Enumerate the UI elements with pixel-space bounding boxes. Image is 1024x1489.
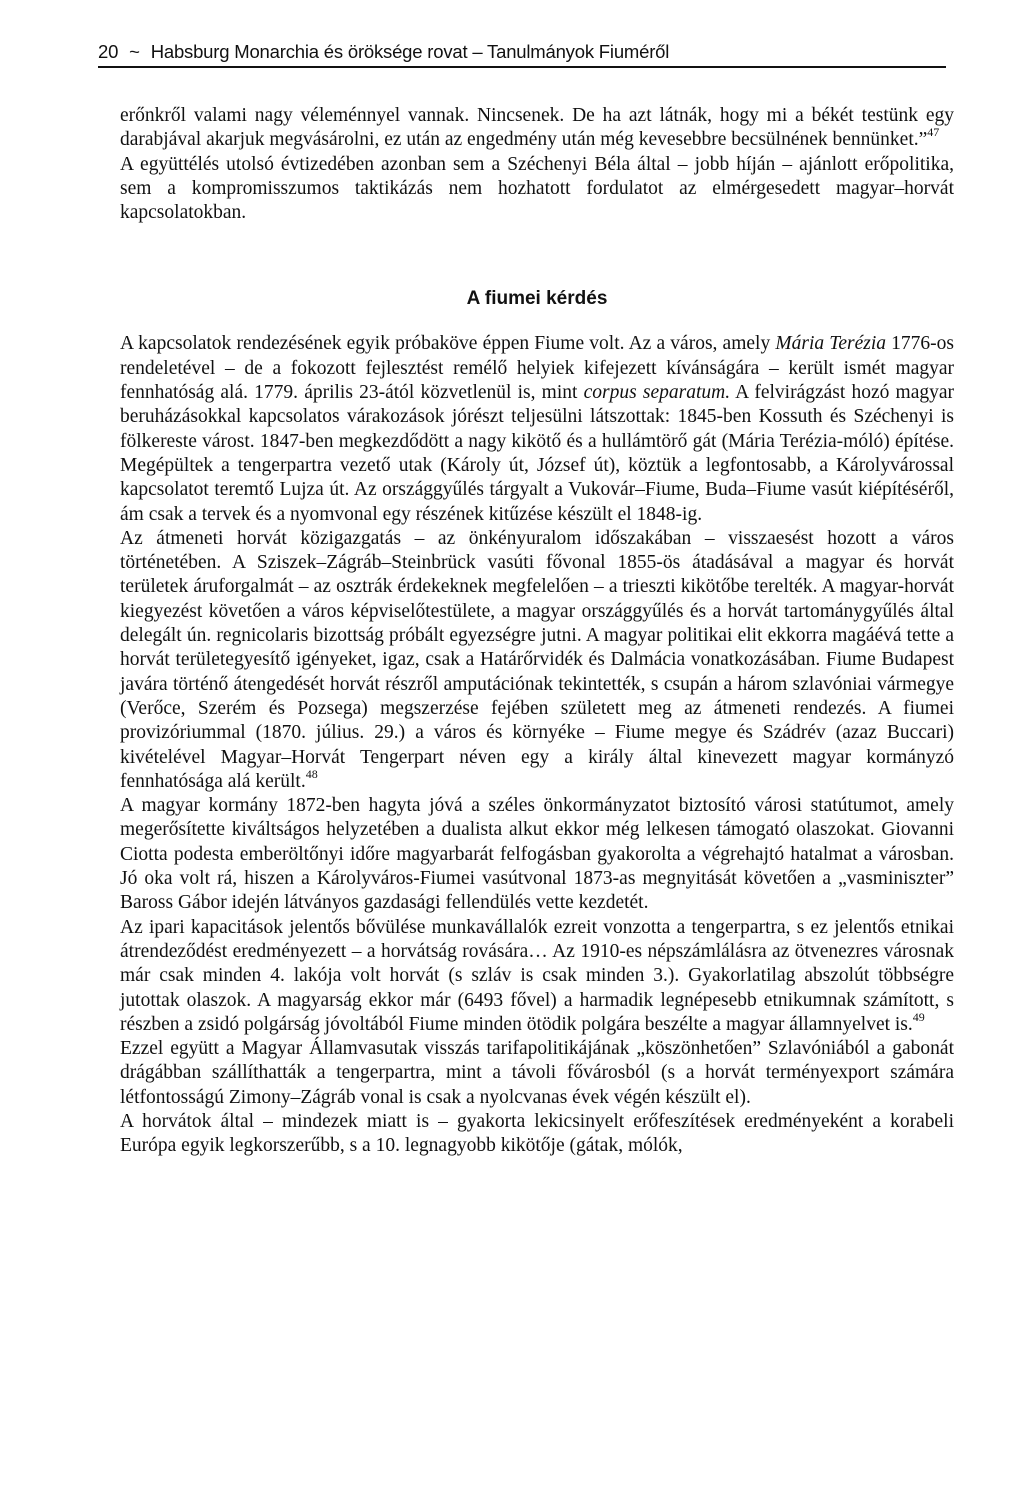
footnote-ref: 48 bbox=[305, 766, 318, 781]
paragraph-text: 1776-os rendeletével – de a fokozott fejlesztést remélő helyiek kifejezett kívánságára – került ismét magyar fennhatóság alá. 1779. április 23-ától közvetlenül is, mint bbox=[120, 333, 954, 404]
footnote-ref: 49 bbox=[912, 1009, 925, 1024]
page-number: 20 bbox=[98, 41, 119, 62]
paragraph-text: Az átmeneti horvát közigazgatás – az önkényuralom időszakában – visszaesést hozott a város történetében. A Sziszek–Zágráb–Steinbrück vasúti fővonal 1855-ös átadásával a magyar és horvát területek áruforgalmát – az osztrák érdekeknek megfelelően – a trieszti kikötőbe terelték. A magyar-horvát kiegyezést követően a város képviselőtestülete, a magyar országgyűlés és a horvát tartománygyűlés által delegált ún. regnicolaris bizottság próbált egyezségre jutni. A magyar politikai elit ekkorra magáévá tette a horvát területegyesítő igényeket, igaz, csak a Határőrvidék és Dalmácia vonatkozásában. Fiume Budapest javára történő átengedését horvát részről amputációnak tekintették, s csupán a három szlavóniai vármegye (Verőce, Szerém és Pozsega) megszerzése fejében született meg az átmeneti rendezés. A fiumei provizóriummal (1870. július. 29.) a város és környéke – Fiume megye és Szádrév (azaz Buccari) kivételével Magyar–Horvát Tengerpart néven egy a király által kinevezett magyar kormányzó fennhatósága alá került. bbox=[120, 527, 954, 792]
paragraph: A magyar kormány 1872-ben hagyta jóvá a széles önkormányzatot biztosító városi statútumot, amely megerősítette kiváltságos helyzetében a dualista alkut ekkor még lelkesen támogató olaszokat. Giovanni Ciotta podesta emberöltőnyi időre magyarbarát felfogásban gyakorolta a végrehajtó hatalmat a városban. Jó oka volt rá, hiszen a Károlyváros-Fiumei vasútvonal 1873-as megnyitását követően a „vasminiszter” Baross Gábor idején látványos gazdasági fellendülés vette kezdetét. bbox=[120, 795, 954, 914]
paragraph: A együttélés utolsó évtizedében azonban sem a Széchenyi Béla által – jobb híján – ajánlott erőpolitika, sem a kompromisszumos taktikázás nem hozhatott fordulatot az elmérgesedett magyar–horvát kapcsolatokban. bbox=[120, 153, 954, 224]
header-rule bbox=[98, 66, 946, 68]
paragraph-text: Az ipari kapacitások jelentős bővülése munkavállalók ezreit vonzotta a tengerpartra, s ez jelentős etnikai átrendeződést eredményezett – a horvátság rovására… Az 1910-es népszámlálásra az ötvenezres városnak már csak minden 4. lakója volt horvát (s szláv is csak minden 3.). Gyakorlatilag abszolút többségre jutottak olaszok. A magyarság ekkor már (6493 fővel) a harmadik legnépesebb etnikumnak számított, s részben a zsidó polgárság jóvoltából Fiume minden ötödik polgára beszélte a magyar államnyelvet is. bbox=[120, 916, 954, 1035]
paragraph bbox=[120, 104, 954, 153]
body-text bbox=[120, 104, 954, 1159]
paragraph bbox=[120, 527, 954, 794]
paragraph: A horvátok által – mindezek miatt is – gyakorta lekicsinyelt erőfeszítések eredményeként a korabeli Európa egyik legkorszerűbb, s a 10. legnagyobb kikötője (gátak, mólók, bbox=[120, 1110, 954, 1157]
italic-term: corpus separatum. bbox=[583, 382, 731, 404]
section-heading: A fiumei kérdés bbox=[466, 288, 608, 310]
header-separator: ~ bbox=[129, 41, 140, 62]
paragraph-text: erőnkről valami nagy véleménnyel vannak. Nincsenek. De ha azt látnák, hogy mi a békét testünk egy darabjával akarjuk megvásárolni, ez után az engedmény után még kevesebbre becsülnének bennünket.” bbox=[120, 105, 954, 151]
paragraph bbox=[120, 332, 954, 526]
paragraph: Ezzel együtt a Magyar Államvasutak visszás tarifapolitikájának „köszönhetően” Szlavóniából a gabonát drágábban szállíthatták a tengerpartra, mint a távoli fővárosból (s a horvát terményexport számára létfontosságú Zimony–Zágráb vonal is csak a nyolcvanas évek végén készült el). bbox=[120, 1038, 954, 1108]
running-title: Habsburg Monarchia és öröksége rovat – Tanulmányok Fiuméről bbox=[150, 41, 670, 62]
paragraph-text: A felvirágzást hozó magyar beruházásokkal kapcsolatos várakozások jórészt teljesülni látszottak: 1845-ben Kossuth és Széchenyi is fölkereste várost. 1847-ben megkezdődött a nagy kikötő és a hullámtörő gát (Mária Terézia-móló) építése. Megépültek a tengerpartra vezető utak (Károly út, József út), köztük a legfontosabb, a Károlyvárossal kapcsolatot teremtő Lujza út. Az országgyűlés tárgyalt a Vukovár–Fiume, Buda–Fiume vasút kiépítéséről, ám csak a tervek és a nyomvonal egy részének kitűzése készült el 1848-ig. bbox=[120, 382, 954, 525]
running-header bbox=[98, 40, 946, 64]
footnote-ref: 47 bbox=[927, 125, 940, 140]
paragraph bbox=[120, 916, 954, 1037]
italic-name: Mária Terézia bbox=[775, 333, 886, 355]
paragraph-text: A kapcsolatok rendezésének egyik próbaköve éppen Fiume volt. Az a város, amely bbox=[120, 333, 776, 355]
